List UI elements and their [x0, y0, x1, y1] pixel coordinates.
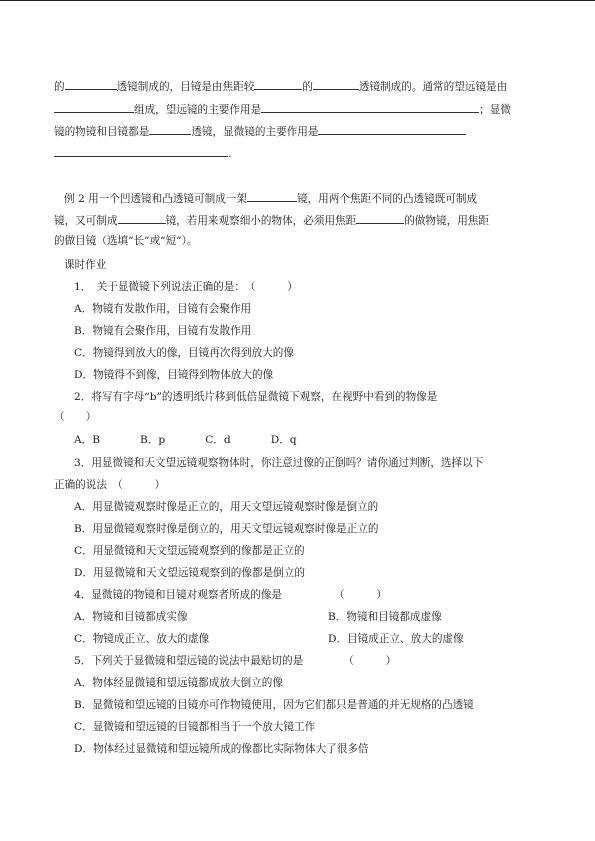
answer-blank[interactable] [54, 145, 228, 157]
q4-option-c[interactable]: C．物镜成正立、放大的虚像 [74, 633, 210, 645]
q3-stem-1: 3．用显微镜和天文望远镜观察物体时，你注意过像的正倒吗？请你通过判断，选择以下 [74, 457, 484, 469]
q5-option-b[interactable]: B．显微镜和望远镜的目镜亦可作物镜使用，因为它们都只是普通的并无规格的凸透镜 [74, 699, 474, 711]
q3-stem-2: 正确的说法 （ ） [54, 479, 166, 491]
answer-blank[interactable] [318, 123, 466, 135]
q1-option-a[interactable]: A．物镜有发散作用，目镜有会聚作用 [74, 303, 252, 315]
q2-option-c[interactable]: C．d [205, 434, 231, 446]
answer-blank[interactable] [261, 101, 479, 113]
q5-paren: （ ） [343, 655, 397, 667]
example2-line-2: 镜，又可制成 镜，若用来观察细小的物体，必须用焦距 的做物镜，用焦距 [54, 212, 489, 228]
homework-title: 课时作业 [64, 259, 107, 271]
answer-blank[interactable] [54, 101, 134, 113]
example2-line-1: 例 2 用一个凹透镜和凸透镜可制成一架 镜，用两个焦距不同的凸透镜既可制成 [64, 190, 477, 206]
q2-option-b[interactable]: B．p [140, 434, 166, 446]
answer-blank[interactable] [356, 212, 404, 224]
q4-option-b[interactable]: B．物镜和目镜都成虚像 [328, 611, 442, 623]
q2-stem: 2．将写有字母“b”的透明纸片移到低倍显微镜下观察，在视野中看到的物像是 [74, 391, 438, 403]
page-top-rule [0, 0, 595, 1]
answer-blank[interactable] [313, 78, 359, 90]
q4-option-a[interactable]: A．物镜和目镜都成实像 [74, 611, 188, 623]
q2-option-a[interactable]: A．B [74, 434, 101, 446]
fill-line-1: 的 透镜制成的，目镜是由焦距较 的 透镜制成的。通常的望远镜是由 [54, 78, 507, 94]
q3-option-a[interactable]: A．用显微镜观察时像是正立的，用天文望远镜观察时像是倒立的 [74, 501, 379, 513]
q3-option-c[interactable]: C．用显微镜和天文望远镜观察到的像都是正立的 [74, 545, 305, 557]
q5-option-c[interactable]: C．显微镜和望远镜的目镜都相当于一个放大镜工作 [74, 721, 316, 733]
answer-blank[interactable] [65, 78, 117, 90]
q4-option-d[interactable]: D．目镜成正立、放大的虚像 [328, 633, 464, 645]
q3-option-d[interactable]: D．用显微镜和天文望远镜观察到的像都是倒立的 [74, 567, 305, 579]
q3-option-b[interactable]: B．用显微镜观察时像是倒立的，用天文望远镜观察时像是正立的 [74, 523, 379, 535]
q1-option-b[interactable]: B．物镜有会聚作用，目镜有发散作用 [74, 325, 252, 337]
q1-stem: 1． 关于显微镜下列说法正确的是： （ ） [74, 281, 298, 293]
q5-option-d[interactable]: D．物体经过显微镜和望远镜所成的像都比实际物体大了很多倍 [74, 743, 369, 755]
answer-blank[interactable] [118, 212, 166, 224]
q2-paren: （ ） [54, 411, 97, 423]
q1-option-d[interactable]: D．物镜得不到像，目镜得到物体放大的像 [74, 369, 274, 381]
q1-option-c[interactable]: C．物镜得到放大的像，目镜再次得到放大的像 [74, 347, 294, 359]
example2-line-3: 的做目镜（选填“长”或“短”）。 [54, 235, 198, 247]
q2-option-d[interactable]: D．q [270, 434, 297, 446]
q4-paren: （ ） [334, 589, 387, 601]
q4-stem: 4．显微镜的物镜和目镜对观察者所成的像是 （ ） [74, 589, 387, 601]
answer-blank[interactable] [247, 190, 297, 202]
q5-option-a[interactable]: A．物体经显微镜和望远镜都成放大倒立的像 [74, 677, 283, 689]
fill-line-3: 镜的物镜和目镜都是 透镜，显微镜的主要作用是 [54, 123, 466, 139]
fill-line-2: 组成，望远镜的主要作用是 ；显微 [54, 101, 511, 117]
answer-blank[interactable] [254, 78, 302, 90]
q2-options [74, 433, 297, 447]
q5-stem: 5．下列关于显微镜和望远镜的说法中最贴切的是 （ ） [74, 655, 397, 667]
fill-line-4: . [54, 145, 231, 161]
answer-blank[interactable] [149, 123, 191, 135]
